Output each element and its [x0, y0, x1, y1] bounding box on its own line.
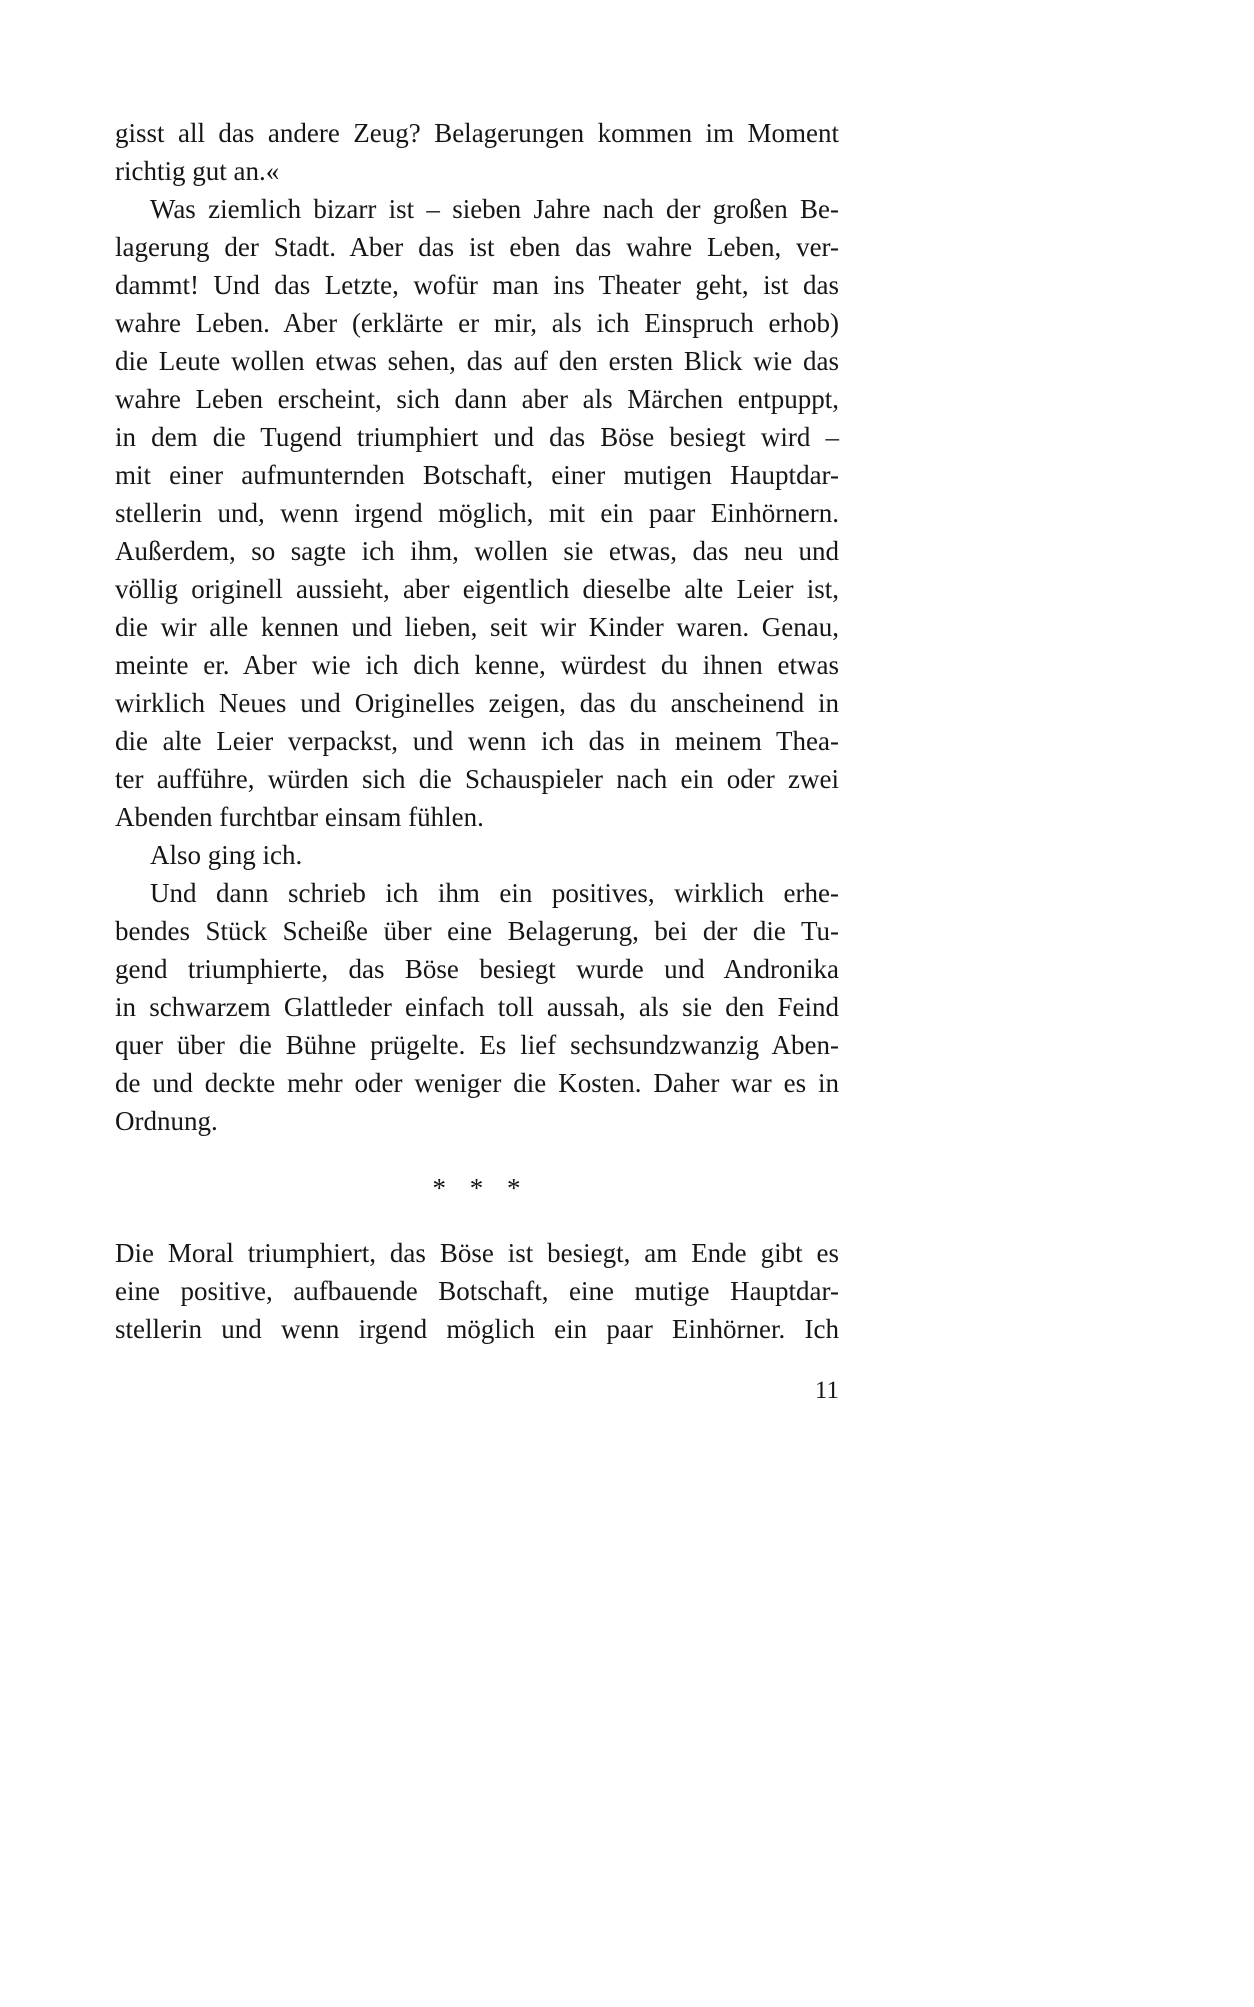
text-line: in schwarzem Glattleder einfach toll aussah, als sie den Feind [115, 992, 839, 1022]
text-line: Ordnung. [115, 1106, 218, 1136]
text-line: bendes Stück Scheiße über eine Belagerung, bei der die Tu- [115, 916, 839, 946]
text-line: Und dann schrieb ich ihm ein positives, wirklich erhe- [150, 878, 839, 908]
page-number: 11 [814, 1377, 839, 1404]
paragraph [115, 1234, 839, 1348]
text-line: gend triumphierte, das Böse besiegt wurde und Andronika [115, 954, 839, 984]
text-line: Die Moral triumphiert, das Böse ist besiegt, am Ende gibt es [115, 1238, 839, 1268]
text-line: die Leute wollen etwas sehen, das auf den ersten Blick wie das [115, 346, 839, 376]
paragraph [115, 190, 839, 836]
text-line: lagerung der Stadt. Aber das ist eben das wahre Leben, ver- [115, 232, 839, 262]
paragraph [115, 114, 839, 190]
paragraph [115, 874, 839, 1140]
text-line: die wir alle kennen und lieben, seit wir Kinder waren. Genau, [115, 612, 839, 642]
text-line: de und deckte mehr oder weniger die Kosten. Daher war es in [115, 1068, 839, 1098]
text-line: wahre Leben erscheint, sich dann aber als Märchen entpuppt, [115, 384, 839, 414]
text-line: in dem die Tugend triumphiert und das Böse besiegt wird – [115, 422, 839, 452]
text-line: stellerin und, wenn irgend möglich, mit ein paar Einhörnern. [115, 498, 839, 528]
text-line: völlig originell aussieht, aber eigentlich dieselbe alte Leier ist, [115, 574, 839, 604]
text-line: stellerin und wenn irgend möglich ein paar Einhörner. Ich [115, 1314, 839, 1344]
paragraph [115, 836, 839, 874]
text-line: ter aufführe, würden sich die Schauspieler nach ein oder zwei [115, 764, 839, 794]
text-line: wahre Leben. Aber (erklärte er mir, als ich Einspruch erhob) [115, 308, 839, 338]
text-line: richtig gut an.« [115, 156, 280, 186]
text-line: Was ziemlich bizarr ist – sieben Jahre nach der großen Be- [150, 194, 839, 224]
text-line: quer über die Bühne prügelte. Es lief sechsundzwanzig Aben- [115, 1030, 839, 1060]
text-line: gisst all das andere Zeug? Belagerungen kommen im Moment [115, 118, 839, 148]
text-line: dammt! Und das Letzte, wofür man ins Theater geht, ist das [115, 270, 839, 300]
text-line: Außerdem, so sagte ich ihm, wollen sie etwas, das neu und [115, 536, 839, 566]
text-line: mit einer aufmunternden Botschaft, einer mutigen Hauptdar- [115, 460, 839, 490]
text-line: meinte er. Aber wie ich dich kenne, würdest du ihnen etwas [115, 650, 839, 680]
section-separator: * * * [432, 1173, 522, 1203]
text-line: wirklich Neues und Originelles zeigen, das du anscheinend in [115, 688, 839, 718]
text-line: die alte Leier verpackst, und wenn ich das in meinem Thea- [115, 726, 839, 756]
text-line: eine positive, aufbauende Botschaft, eine mutige Hauptdar- [115, 1276, 839, 1306]
text-line: Abenden furchtbar einsam fühlen. [115, 802, 484, 832]
text-block [115, 114, 839, 1406]
text-line: Also ging ich. [150, 840, 303, 870]
